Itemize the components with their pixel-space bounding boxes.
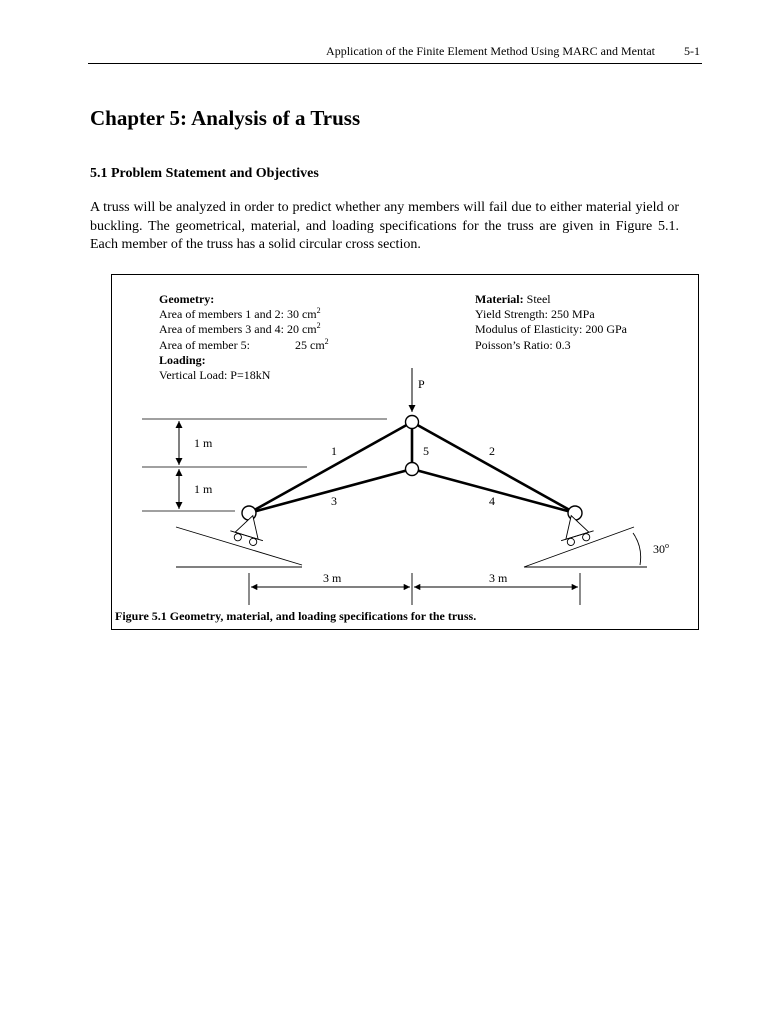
area-member-5-value: 25 cm [295,337,325,352]
load-label: P [418,377,425,391]
area-exponent: 2 [324,336,329,346]
area-members-1-2: Area of members 1 and 2: 30 cm [159,307,317,322]
area-member-5-label: Area of member 5: [159,337,250,352]
left-roller-support [176,511,302,567]
member-label-1: 1 [331,444,337,458]
joint-left [242,506,256,520]
area-exponent: 2 [316,321,321,331]
height-label-lower: 1 m [194,482,213,496]
material-name: Steel [526,292,551,306]
figure-caption: Figure 5.1 Geometry, material, and loading specifications for the truss. [115,609,477,623]
chapter-title: Chapter 5: Analysis of a Truss [90,106,361,130]
span-label-right: 3 m [489,571,508,585]
running-title: Application of the Finite Element Method Using MARC and Mentat [326,44,655,58]
area-exponent: 2 [316,306,321,316]
page-number: 5-1 [684,44,700,58]
loading-heading: Loading: [159,352,206,367]
running-header [90,44,700,58]
material-specs [475,292,627,353]
right-roller-support [524,511,669,567]
modulus-of-elasticity: Modulus of Elasticity: 200 GPa [475,322,627,337]
figure-5-1 [111,274,699,630]
joint-right [568,506,582,520]
problem-statement-paragraph: A truss will be analyzed in order to predict whether any members will fail due to either material yield or buckling. The geometrical, material, and loading specifications for the truss are given in Figure 5.1. Each member of the truss has a solid circular cross section. [90,200,679,252]
poissons-ratio: Poisson’s Ratio: 0.3 [475,337,571,352]
member-label-2: 2 [489,444,495,458]
angle-label [653,541,669,556]
member-label-5: 5 [423,444,429,458]
joint-middle [406,463,419,476]
span-label-left: 3 m [323,571,342,585]
member-label-3: 3 [331,494,337,508]
angle-degree-mark: o [665,541,669,550]
angle-arc [633,533,641,565]
geometry-heading: Geometry: [159,292,215,306]
section-heading: 5.1 Problem Statement and Objectives [90,166,319,181]
area-members-3-4: Area of members 3 and 4: 20 cm [159,322,317,337]
header-rule [88,63,702,64]
member-label-4: 4 [489,494,495,508]
yield-strength: Yield Strength: 250 MPa [475,307,595,322]
vertical-load: Vertical Load: P=18kN [159,368,271,383]
joint-top [406,416,419,429]
height-label-upper: 1 m [194,436,213,450]
angle-value: 30 [653,542,665,556]
geometry-and-loading-specs [159,292,329,383]
material-heading: Material: [475,292,524,306]
